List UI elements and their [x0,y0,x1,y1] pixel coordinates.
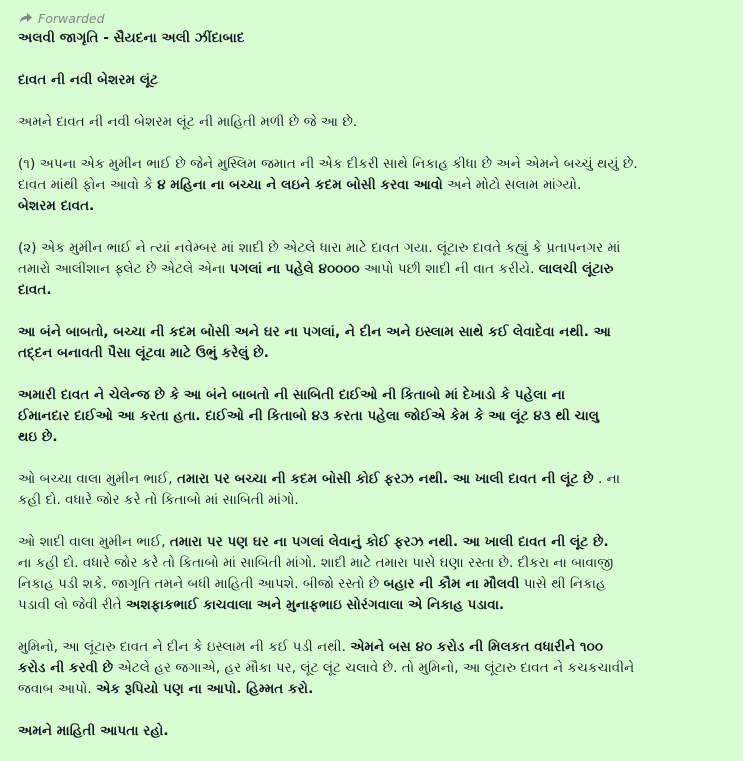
text-segment: નિકાહ પડી શકે. જાગૃતિ તમને બધી માહિતી આપશે. બીજો રસ્તો છે [18,576,384,592]
bold-text: તમારા પર બચ્ચા ની કદમ બોસી કોઈ ફરઝ નથી. આ ખાલી દાવત ની લૂંટ છે [176,471,594,487]
text-segment: (૧) અપના એક મુમીન ભાઈ છે જેને મુસ્લિમ જમાત ની એક દીકરી સાથે નિકાહ કીધા છે અને એમને બચ્ચું થયું છે. [18,156,638,172]
bold-text: તમારા પર પણ ઘર ના પગલાં લેવાનું કોઈ ફરઝ નથી. આ ખાલી દાવત ની લૂંટ છે. [169,534,609,550]
text-segment: ના કહી દો. વધારે જોર કરે તો કિતાબો માં સાબિતી માંગો. શાદી માટે તમારા પાસે ઘણા રસ્તા છે. દીકરા ના બાવાજી [18,555,614,571]
forwarded-text: Forwarded [38,10,105,26]
message-line [18,280,731,301]
message-line [18,385,731,406]
forwarded-label [18,8,731,28]
text-segment: પાસે થી નિકાહ [519,576,606,592]
bold-text: બેશરમ દાવત. [18,198,95,214]
bold-text: અશફાકભાઈ કાચવાલા અને મુનાફભાઇ સોરંગવાલા એ નિકાહ પડાવા. [126,597,505,613]
text-segment: ઓ બચ્ચા વાલા મુમીન ભાઈ, [18,471,177,487]
bold-text: અમને માહિતી આપતા રહો. [18,723,169,739]
bold-text: દાવત ની નવી બેશરમ લૂંટ [18,72,159,88]
bold-text: દાવત. [18,282,52,298]
message-line [18,658,731,679]
message-line [18,553,731,574]
blank-line [18,301,731,322]
blank-line [18,700,731,721]
text-segment: ઓ શાદી વાલા મુમીન ભાઈ, [18,534,170,550]
bold-text: કરોડ ની કરવી છે [18,660,114,676]
bold-text: થઇ છે. [18,429,58,445]
message-line [18,154,731,175]
message-line [18,427,731,448]
text-segment: પડાવી લો જેવી રીતે [18,597,127,613]
text-segment: તમારો આલીશાન ફ્લેટ છે એટલે એના [18,261,230,277]
message-line [18,574,731,595]
message-line [18,595,731,616]
message-line [18,490,731,511]
message-line [18,679,731,700]
message-line [18,28,731,49]
message-line [18,196,731,217]
blank-line [18,616,731,637]
message-line [18,238,731,259]
text-segment: એટલે હર જગાએ, હર મૌકા પર, લૂંટ લૂંટ ચલાવે છે. તો મુમિનો, આ લૂંટારુ દાવત ને કચકચાવીને [113,660,635,676]
message-line [18,259,731,280]
bold-text: ઈમાનદાર દાઈઓ આ કરતા હતા. દાઈઓ ની કિતાબો ૪૩ કરતા પહેલા જોઈએ કેમ કે આ લૂંટ ૪૩ થી ચાલુ [18,408,600,424]
forward-arrow-icon [18,11,34,25]
message-line [18,721,731,742]
blank-line [18,49,731,70]
bold-text: અમારી દાવત ને ચેલેન્જ છે કે આ બંને બાબતો ની સાબિતી દાઈઓ ની કિતાબો માં દેખાડો કે પહેલા ના [18,387,566,403]
bold-text: તદ્દન બનાવતી પૈસા લૂંટવા માટે ઉભું કરેલું છે. [18,345,269,361]
text-segment: અમને દાવત ની નવી બેશરમ લૂંટ ની માહિતી મળી છે જે આ છે. [18,114,358,130]
text-segment: મુમિનો, આ લૂંટારુ દાવત ને દીન કે ઇસ્લામ ની કઈ પડી નથી. [18,639,351,655]
text-segment: (૨) એક મુમીન ભાઈ ને ત્યાં નવેમ્બર માં શાદી છે એટલે ધારા માટે દાવત ગયા. લૂંટારુ દાવતે કહ્યું કે પ્રતાપનગર માં [18,240,621,256]
text-segment: આપો પછી શાદી ની વાત કરીયે. [359,261,539,277]
message-line [18,532,731,553]
message-text [18,28,731,742]
blank-line [18,91,731,112]
blank-line [18,364,731,385]
bold-text: પગલાં ના પહેલે ૪૦૦૦૦ [229,261,360,277]
bold-text: આ બંને બાબતો, બચ્ચા ની કદમ બોસી અને ઘર ના પગલાં, ને દીન અને ઇસ્લામ સાથે કઈ લેવાદેવા નથી. આ [18,324,611,340]
message-line [18,343,731,364]
message-line [18,637,731,658]
message-line [18,469,731,490]
blank-line [18,511,731,532]
text-segment: જવાબ આપો. [18,681,97,697]
bold-text: એક રૂપિયો પણ ના આપો. હિમ્મત કરો. [96,681,314,697]
bold-text: ૪ મહિના ના બચ્ચા ને લઇને કદમ બોસી કરવા આવો [157,177,443,193]
bold-text: એમને બસ ૪૦ કરોડ ની મિલકત વધારીને ૧૦૦ [350,639,604,655]
message-line [18,70,731,91]
message-line [18,175,731,196]
text-segment: અને મોટો સલામ માંગ્યો. [442,177,582,193]
bold-text: લાલચી લૂંટારુ [538,261,614,277]
text-segment: દાવત માંથી ફોન આવો કે [18,177,158,193]
text-segment: કહી દો. વધારે જોર કરે તો કિતાબો માં સાબિતી માંગો. [18,492,299,508]
blank-line [18,133,731,154]
message-line [18,406,731,427]
bold-text: બહાર ની કૌમ ના મૌલવી [383,576,520,592]
blank-line [18,217,731,238]
message-line [18,322,731,343]
blank-line [18,448,731,469]
text-segment: . ના [593,471,621,487]
message-line [18,112,731,133]
bold-text: અલવી જાગૃતિ - સૈયદના અલી ઝીંદાબાદ [18,30,245,46]
